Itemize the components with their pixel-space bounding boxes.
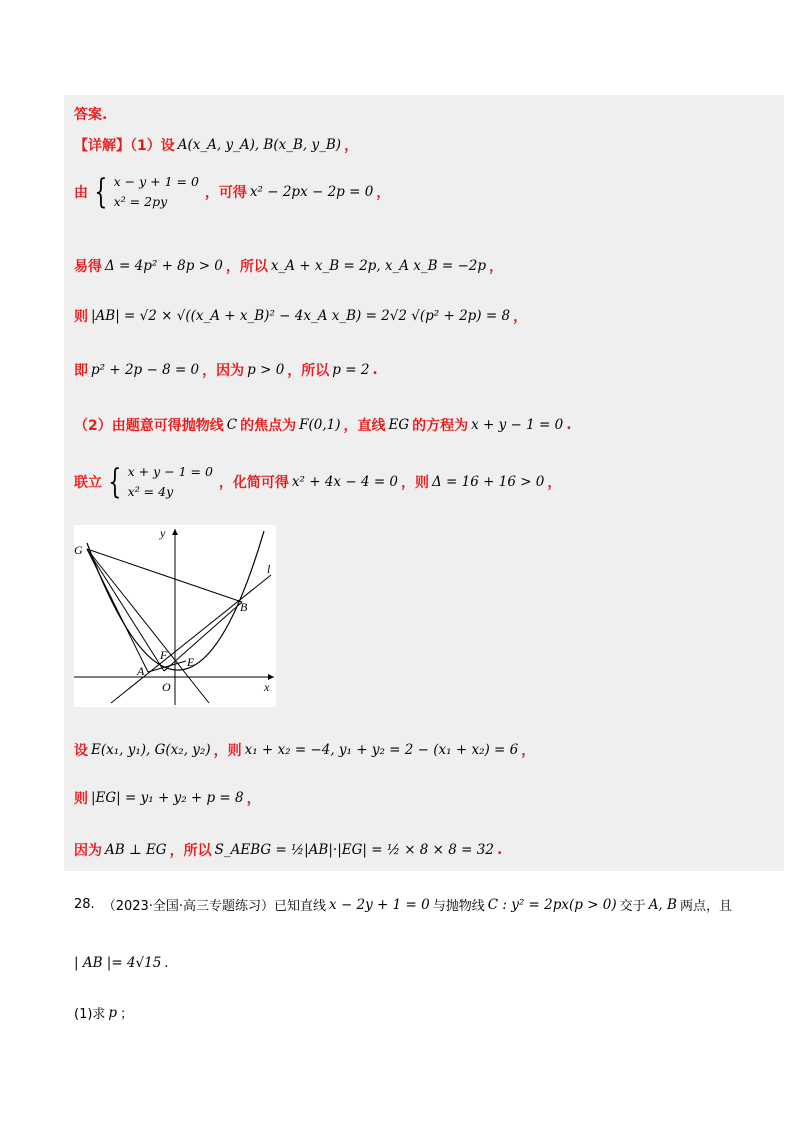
parabola-diagram (74, 525, 276, 707)
solution-line-2: 由 { x − y + 1 = 0 x² = 2py ，可得 x² − 2px − 2p = 0 ， (74, 172, 391, 212)
label-y: y (160, 526, 166, 540)
segment-ga (87, 549, 148, 672)
equation-system-2: { x + y − 1 = 0 x² = 4y (108, 462, 213, 502)
label-l: l (267, 562, 271, 576)
label-a: A (137, 664, 145, 678)
question-28-line-1: 28. （2023·全国·高三专题练习）已知直线 x − 2y + 1 = 0 与抛物线 C : y² = 2px(p > 0) 交于 A, B 两点，且 (74, 896, 732, 914)
segment-eb (164, 602, 242, 671)
question-28-line-2: | AB |= 4√15 . (74, 955, 169, 971)
equation-system-1: { x − y + 1 = 0 x² = 2py (94, 172, 199, 212)
solution-line-8: 设 E(x₁, y₁), G(x₂, y₂) ，则 x₁ + x₂ = −4, y₁ + y₂ = 2 − (x₁ + x₂) = 6 ， (74, 742, 536, 759)
solution-line-7: 联立 { x + y − 1 = 0 x² = 4y ，化简可得 x² + 4x − 4 = 0 ，则 Δ = 16 + 16 > 0 ， (74, 462, 562, 502)
label-b: B (240, 600, 248, 614)
question-28-part-1: (1)求 p ； (74, 1004, 134, 1022)
solution-line-10: 因为 AB ⊥ EG ，所以 S_AEBG = ½|AB|·|EG| = ½ × 8 × 8 = 32 . (74, 842, 503, 859)
question-number: 28. (74, 897, 95, 912)
label-x: x (264, 680, 270, 694)
segment-gb (87, 549, 242, 602)
line-l (111, 575, 271, 703)
solution-line-3: 易得 Δ = 4p² + 8p > 0 ，所以 x_A + x_B = 2p, x_A x_B = −2p ， (74, 258, 504, 275)
label-g: G (74, 543, 83, 557)
label-e: E (187, 655, 195, 669)
line-eg (87, 549, 209, 703)
answer-header: 答案. (74, 107, 108, 123)
solution-line-4: 则 |AB| = √2 × √((x_A + x_B)² − 4x_A x_B) = 2√2 √(p² + 2p) = 8 ， (74, 308, 528, 325)
solution-line-1: 【详解】（1）设 A(x_A, y_A), B(x_B, y_B) ， (74, 137, 359, 154)
segment-ge (87, 549, 164, 671)
solution-line-9: 则 |EG| = y₁ + y₂ + p = 8 ， (74, 790, 261, 807)
parabola-figure (74, 525, 276, 707)
solution-line-5: 即 p² + 2p − 8 = 0 ，因为 p > 0 ，所以 p = 2 . (74, 362, 378, 379)
label-f: F (160, 648, 168, 662)
solution-line-6: （2）由题意可得抛物线 C 的焦点为 F(0,1) ，直线 EG 的方程为 x + y − 1 = 0 . (74, 417, 572, 434)
label-o: O (162, 680, 171, 694)
